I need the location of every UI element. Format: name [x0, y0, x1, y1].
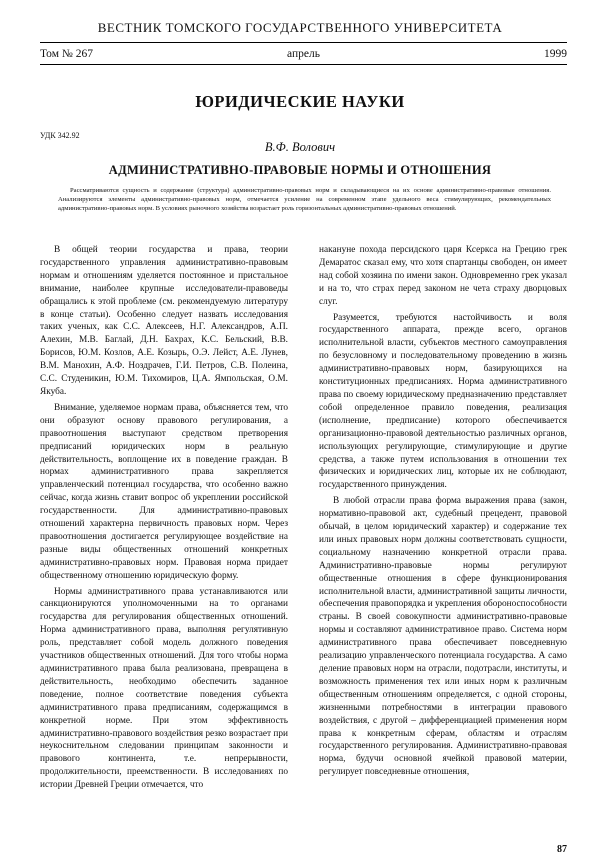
paragraph: Нормы административного права устанавливаются или санкционируются уполномоченными на то органами государства для регулирования общественных отношений. Норма административного права, выполняя регулятивную роль, представляет собой модель должного поведения участников общественных отношений. Для того чтобы норма административного права была реализована, превращена в действительность, необходимо обеспечить заданное поведение, полное соответствие поведения субъекта административного права предписаниям, содержащимся в конкретной норме. При этом эффективность административно-правового воздействия резко возрастает при неукоснительном следовании принципам законности и правового континента, т.е. непрерывности, продолжительности, преемственности. В исследованиях по истории Древней Греции отмечается, что [40, 586, 288, 791]
article-title: АДМИНИСТРАТИВНО-ПРАВОВЫЕ НОРМЫ И ОТНОШЕНИЯ [108, 163, 492, 177]
right-column [319, 244, 567, 782]
issue-year: 1999 [544, 48, 567, 60]
left-column [40, 244, 288, 795]
paragraph: В любой отрасли права форма выражения права (закон, нормативно-правовой акт, судебный прецедент, правовой обычай, в целом юридический характер) и содержание тех или иных правовых норм должны соответствовать сущности, социальному назначению конкретной отрасли права. Административно-правовые нормы регулируют общественные отношения в сфере функционирования исполнительной власти, административной защиты личности, обеспечения правопорядка и укрепления обороноспособности страны. В своей совокупности административно-правовые нормы и составляют административное право. Система норм административного права обеспечивает повседневную реализацию управленческого потенциала государства. А само деление правовых норм на отрасли, подотрасли, институты, и возможность применения тех или иных норм к различным общественным отношениям определяется, с одной стороны, жизненными потребностями в интеграции правового воздействия, с другой – дифференциацией применения норм права к конкретным сферам, областям и отраслям государственного регулирования. Административно-правовая норма, будучи основной ячейкой правовой материи, регулирует повседневные отношения, [319, 496, 568, 778]
journal-title: ВЕСТНИК ТОМСКОГО ГОСУДАРСТВЕННОГО УНИВЕРСИТЕТА [97, 20, 503, 35]
issue-volume: Том № 267 [40, 48, 93, 60]
issue-month: апрель [287, 48, 320, 60]
udk-code: УДК 342.92 [40, 131, 80, 140]
article-abstract: Рассматриваются сущность и содержание (структура) административно-правовых норм и складывающиеся на их основе административно-правовые отношения. Анализируются элементы административно-правовых норм, отмечается усиление на современном этапе удельного веса стимулирующих, рекомендательных административно-правовых норм. В условиях рыночного хозяйства возрастает роль горизонтальных административно-правовых отношений. [58, 187, 551, 212]
header-rule-top [40, 42, 567, 43]
section-heading: ЮРИДИЧЕСКИЕ НАУКИ [195, 92, 405, 111]
header-rule-bottom [40, 64, 567, 65]
article-author: В.Ф. Волович [264, 140, 336, 154]
page-number: 87 [557, 844, 567, 855]
paragraph: накануне похода персидского царя Ксеркса на Грецию грек Демаратос сказал ему, что хотя спартанцы свободен, он имеет над собой хозяина по имени закон. Одновременно грек указал и на то, что страх перед законом не чета страху дворцовых слуг. [319, 245, 567, 307]
paragraph: В общей теории государства и права, теории государственного управления административно-правовым нормам и отношениям уделяется постоянное и пристальное внимание, наиболее крупные исследователи-правоведы обращались к этой проблеме (см. рекомендуемую литературу в конце статьи). Особенно следует назвать исследования таких ученых, как С.С. Алексеев, Н.Г. Александров, А.П. Алехин, М.В. Баглай, Д.Н. Бахрах, К.С. Бельский, В.В. Борисов, Ю.М. Козлов, А.Е. Козырь, О.Э. Лейст, А.Е. Лунев, В.М. Манохин, А.Ф. Ноздрачев, Г.И. Петров, С.В. Полеина, С.С. Студеникин, Ю.М. Тихомиров, Ц.А. Ямпольская, О.М. Якуба. [40, 245, 288, 397]
paragraph: Внимание, уделяемое нормам права, объясняется тем, что они образуют основу правового регулирования, а правоотношения выступают средством претворения предписаний юридических норм в реальную действительность, воплощение их в поведение граждан. В нормах административного права закрепляется управленческий потенциал государства, что особенно важно сейчас, когда жизнь ставит вопрос об укреплении российской государственности. Для административно-правовых отношений характерна первичность правовых норм. Через правоотношения достигается регулирующее воздействие на разные виды общественных отношений конкретных административно-правовых норм. Правовая норма придает общественному отношению юридическую форму. [40, 402, 288, 581]
paragraph: Разумеется, требуются настойчивость и воля государственного аппарата, прежде всего, органов исполнительной власти, субъектов местного самоуправления по безусловному и последовательному проведению в жизнь административно-правовых норм, базирующихся на конституционных предписаниях. Норма административного права по своему юридическому предназначению представляет собой определенное правило поведения, реализация (исполнение, предписание) которого обеспечивается организационно-правовой деятельностью различных органов, использующих регулирующие, стимулирующие и другие средства, а также путем использования в отношении тех физических и юридических лиц, которые их не соблюдают, государственного принуждения. [319, 312, 567, 491]
